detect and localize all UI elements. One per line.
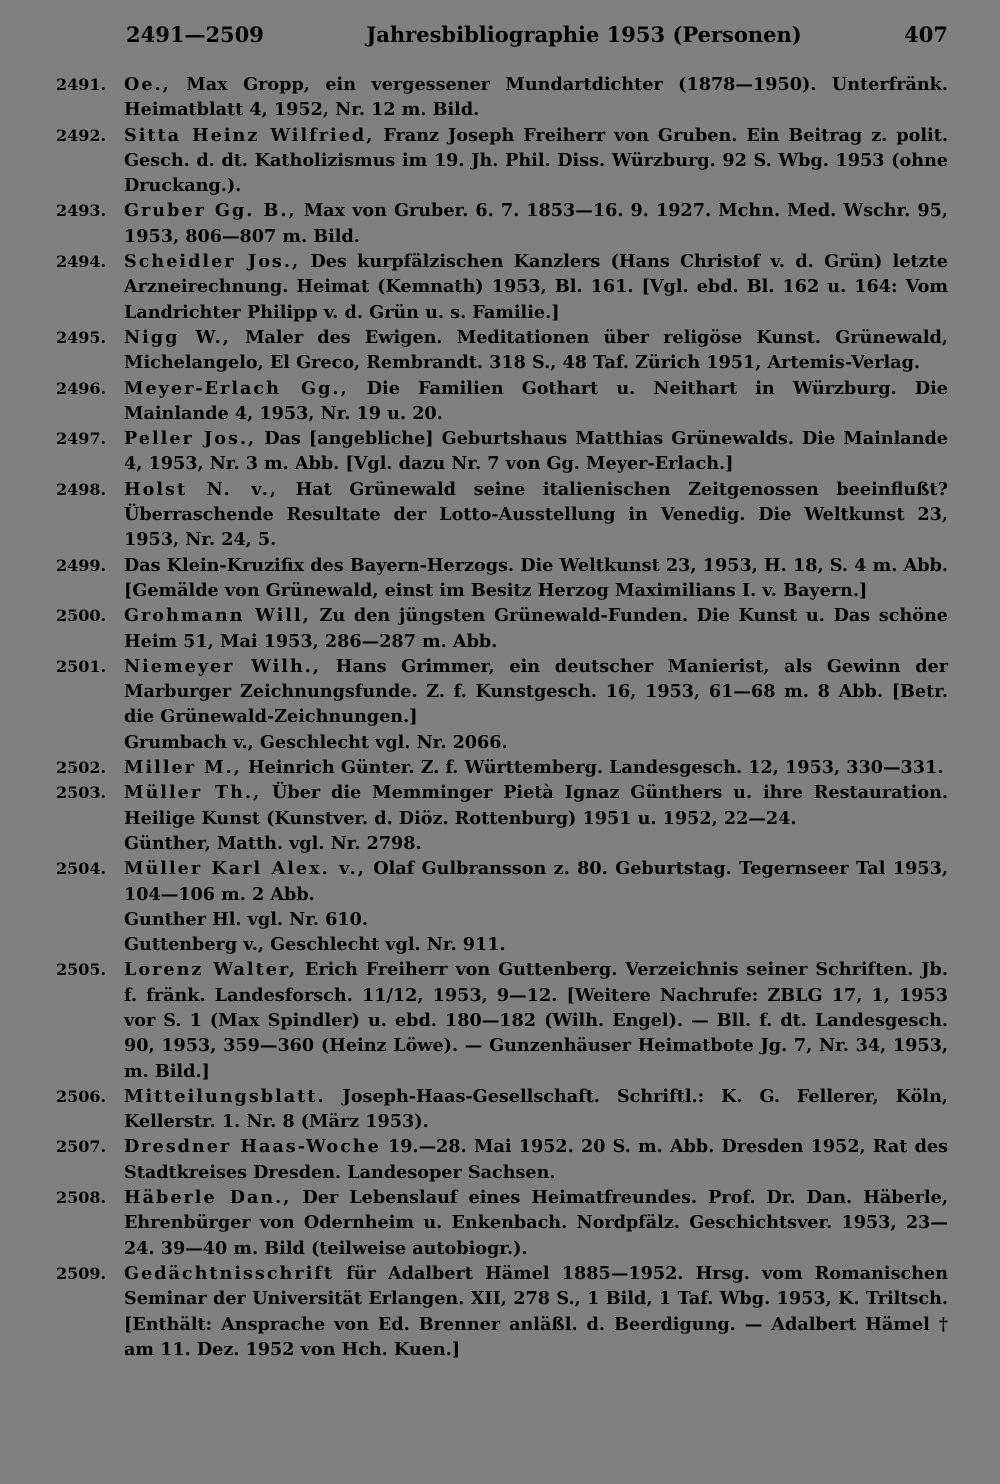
entry-author: Lorenz Walter, (124, 959, 298, 981)
cross-reference: Guttenberg v., Geschlecht vgl. Nr. 911. (124, 934, 506, 956)
entry-body: Erich Freiherr von Guttenberg. Verzeichnis seiner Schriften. Jb. f. fränk. Landesforsch. 11/12, 1953, 9—12. [Weitere Nachrufe: ZBLG 17, 1, 1953 vor S. 1 (Max Spindler) u. ebd. 180—182 (Wilh. Engel). — Bll. f. dt. Landesgesch. 90, 1953, 359—360 (Heinz Löwe). — Gunzenhäuser Heimatbote Jg. 7, Nr. 34, 1953, m. Bild.] (124, 959, 948, 1082)
bibliography-entry (56, 957, 948, 1083)
entry-list (56, 72, 948, 1362)
page-title: Jahresbibliographie 1953 (Personen) (366, 22, 802, 47)
entry-text (124, 755, 948, 780)
bibliography-entry (56, 1185, 948, 1261)
entry-text (124, 957, 948, 1083)
entry-author: Müller Karl Alex. v., (124, 858, 366, 880)
entry-number: 2502. (56, 758, 107, 778)
entry-number: 2495. (56, 327, 107, 347)
entry-text (124, 123, 948, 199)
bibliography-entry (56, 123, 948, 199)
entry-author: Sitta Heinz Wilfried, (124, 124, 375, 146)
entry-text (124, 325, 948, 376)
entry-body: Franz Joseph Freiherr von Gruben. Ein Beitrag z. polit. Gesch. d. dt. Katholizismus im 19. Jh. Phil. Diss. Würzburg. 92 S. Wbg. 1953 (ohne Druckang.). (124, 124, 948, 197)
cross-reference: Grumbach v., Geschlecht vgl. Nr. 2066. (124, 731, 508, 753)
entry-body: für Adalbert Hämel 1885—1952. Hrsg. vom Romanischen Seminar der Universität Erlangen. XII, 278 S., 1 Bild, 1 Taf. Wbg. 1953, K. Triltsch. [Enthält: Ansprache von Ed. Brenner anläßl. d. Beerdigung. — Adalbert Hämel † am 11. Dez. 1952 von Hch. Kuen.] (124, 1262, 948, 1360)
entry-number: 2491. (56, 75, 107, 94)
entry-body: Das Klein-Kruzifix des Bayern-Herzogs. Die Weltkunst 23, 1953, H. 18, S. 4 m. Abb. [Gemälde von Grünewald, einst im Besitz Herzog Maximilians I. v. Bayern.] (124, 554, 948, 601)
entry-author: Niemeyer Wilh., (124, 655, 322, 677)
entry-body: Heinrich Günter. Z. f. Württemberg. Landesgesch. 12, 1953, 330—331. (247, 757, 944, 779)
entry-text (124, 198, 948, 249)
entry-body: Über die Memminger Pietà Ignaz Günthers u. ihre Restauration. Heilige Kunst (Kunstver. d. Diöz. Rottenburg) 1951 u. 1952, 22—24. (124, 782, 948, 829)
entry-author: Grohmann Will, (124, 605, 311, 627)
entry-body: Das [angebliche] Geburtshaus Matthias Grünewalds. Die Mainlande 4, 1953, Nr. 3 m. Abb. [Vgl. dazu Nr. 7 von Gg. Meyer-Erlach.] (124, 428, 948, 475)
entry-number: 2496. (56, 378, 107, 398)
entry-text (124, 1261, 948, 1362)
entry-author: Gruber Gg. B., (124, 200, 297, 222)
entry-body: Max von Gruber. 6. 7. 1853—16. 9. 1927. Mchn. Med. Wschr. 95, 1953, 806—807 m. Bild. (124, 200, 948, 247)
entry-author: Oe., (124, 74, 171, 95)
bibliography-entry (56, 755, 948, 780)
bibliography-entry (56, 376, 948, 427)
entry-text (124, 1134, 948, 1185)
running-head (56, 22, 948, 56)
bibliography-entry (56, 1261, 948, 1362)
entry-author: Meyer-Erlach Gg., (124, 377, 349, 399)
entry-text (124, 856, 948, 907)
cross-reference: Günther, Matth. vgl. Nr. 2798. (124, 832, 422, 854)
bibliography-entry (56, 553, 948, 604)
bibliography-entry (56, 249, 948, 325)
entry-text (124, 1185, 948, 1261)
bibliography-entry (56, 426, 948, 477)
entry-text (124, 426, 948, 477)
entry-text (124, 603, 948, 654)
bibliography-entry (56, 654, 948, 730)
entry-number: 2509. (56, 1263, 107, 1283)
entry-author: Mitteilungsblatt. (124, 1085, 326, 1107)
entry-body: Hat Grünewald seine italienischen Zeitgenossen beeinflußt? Überraschende Resultate der Lotto-Ausstellung in Venedig. Die Weltkunst 23, 1953, Nr. 24, 5. (124, 478, 948, 551)
entry-body: Joseph-Haas-Gesellschaft. Schriftl.: K. G. Fellerer, Köln, Kellerstr. 1. Nr. 8 (März 1953). (124, 1085, 948, 1133)
entry-number: 2492. (56, 125, 107, 145)
entry-body: Olaf Gulbransson z. 80. Geburtstag. Tegernseer Tal 1953, 104—106 m. 2 Abb. (124, 858, 948, 905)
entry-number: 2506. (56, 1086, 107, 1106)
entry-author: Nigg W., (124, 326, 231, 348)
entry-author: Gedächtnisschrift (124, 1262, 334, 1284)
bibliography-entry (56, 325, 948, 376)
entry-text (124, 376, 948, 427)
bibliography-entry (56, 1134, 948, 1185)
entry-text (124, 477, 948, 553)
entry-author: Holst N. v., (124, 478, 279, 500)
entry-number: 2499. (56, 555, 107, 575)
entry-number: 2505. (56, 960, 107, 980)
entry-number: 2501. (56, 656, 107, 676)
entry-text (124, 72, 948, 123)
entry-body: Max Gropp, ein vergessener Mundartdichter (1878—1950). Unterfränk. Heimatblatt 4, 1952, Nr. 12 m. Bild. (124, 74, 948, 121)
bibliography-entry (56, 72, 948, 123)
entry-text (124, 654, 948, 730)
entry-number: 2494. (56, 252, 107, 272)
entry-author: Miller M., (124, 757, 242, 779)
entry-body: Zu den jüngsten Grünewald-Funden. Die Kunst u. Das schöne Heim 51, Mai 1953, 286—287 m. Abb. (124, 605, 948, 652)
entry-text (124, 780, 948, 831)
bibliography-entry (56, 1084, 948, 1135)
entry-body: Des kurpfälzischen Kanzlers (Hans Christof v. d. Grün) letzte Arzneirechnung. Heimat (Kemnath) 1953, Bl. 161. [Vgl. ebd. Bl. 162 u. 164: Vom Landrichter Philipp v. d. Grün u. s. Familie.] (124, 251, 948, 323)
entry-range: 2491—2509 (126, 22, 264, 47)
entry-number: 2497. (56, 429, 107, 449)
entry-number: 2504. (56, 859, 107, 879)
entry-number: 2500. (56, 606, 107, 626)
bibliography-entry (56, 856, 948, 907)
entry-number: 2498. (56, 479, 107, 499)
entry-number: 2493. (56, 201, 107, 221)
entry-number: 2508. (56, 1188, 107, 1208)
entry-text (124, 1084, 948, 1135)
entry-number: 2503. (56, 783, 107, 803)
entry-body: Maler des Ewigen. Meditationen über religöse Kunst. Grünewald, Michelangelo, El Greco, Rembrandt. 318 S., 48 Taf. Zürich 1951, Artemis-Verlag. (124, 326, 948, 374)
bibliography-entry (56, 198, 948, 249)
entry-author: Scheidler Jos., (124, 251, 301, 273)
entry-text (124, 553, 948, 604)
bibliography-entry (56, 780, 948, 831)
bibliography-entry (56, 477, 948, 553)
entry-body: Die Familien Gothart u. Neithart in Würzburg. Die Mainlande 4, 1953, Nr. 19 u. 20. (124, 377, 948, 424)
entry-text (124, 249, 948, 325)
entry-author: Häberle Dan., (124, 1187, 292, 1209)
entry-author: Peller Jos., (124, 428, 257, 450)
entry-number: 2507. (56, 1137, 107, 1157)
cross-reference: Gunther Hl. vgl. Nr. 610. (124, 908, 368, 930)
bibliography-entry (56, 603, 948, 654)
entry-body: Der Lebenslauf eines Heimatfreundes. Prof. Dr. Dan. Häberle, Ehrenbürger von Odernheim u. Enkenbach. Nordpfälz. Geschichtsver. 1953, 23—24. 39—40 m. Bild (teilweise autobiogr.). (124, 1187, 948, 1259)
entry-body: 19.—28. Mai 1952. 20 S. m. Abb. Dresden 1952, Rat des Stadtkreises Dresden. Landesoper Sachsen. (124, 1136, 948, 1183)
entry-body: Hans Grimmer, ein deutscher Manierist, als Gewinn der Marburger Zeichnungsfunde. Z. f. Kunstgesch. 16, 1953, 61—68 m. 8 Abb. [Betr. die Grünewald-Zeichnungen.] (124, 655, 948, 728)
entry-author: Dresdner Haas-Woche (124, 1136, 381, 1158)
page-number: 407 (904, 22, 948, 47)
entry-author: Müller Th., (124, 782, 262, 804)
